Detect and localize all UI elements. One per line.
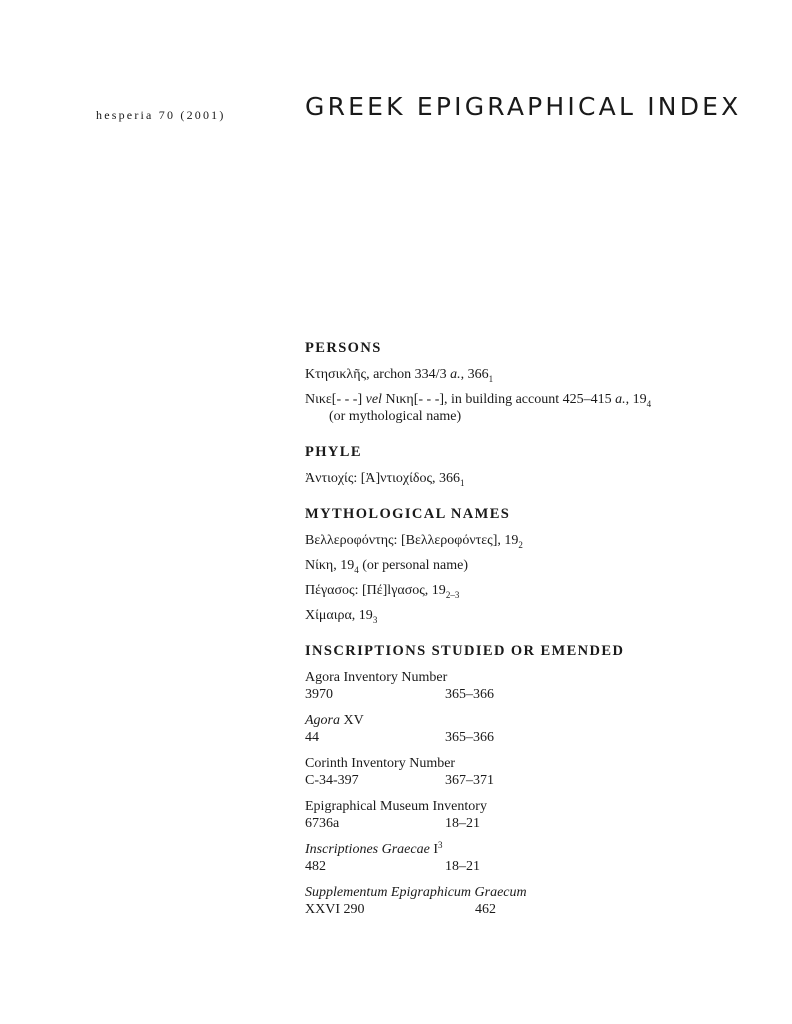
index-entry: Κτησικλῆς, archon 334/3 a., $366_1$ — [305, 367, 494, 384]
inscription-group — [305, 884, 725, 918]
inscription-group — [305, 712, 725, 746]
section-inscriptions — [305, 643, 725, 918]
page-title: GREEK EPIGRAPHICAL INDEX — [305, 92, 742, 121]
inscription-group — [305, 798, 725, 832]
inscription-source: Inscriptiones Graecae $I^3$ — [305, 840, 443, 857]
index-entry: Νίκη, $19_4$ (or personal name) — [305, 558, 468, 575]
index-entry: Βελλεροφόντης: [Βελλεροφόντες], $19_2$ — [305, 533, 523, 550]
index-entry: Χίμαιρα, $19_3$ — [305, 608, 378, 625]
inscription-source: Corinth Inventory Number — [305, 756, 456, 771]
inscription-row: 3970 365–366 — [305, 687, 494, 702]
section-heading-phyle: PHYLE — [305, 444, 362, 460]
inscription-source: Agora Inventory Number — [305, 670, 448, 685]
section-persons — [305, 340, 725, 425]
inscription-source: Supplementum Epigraphicum Graecum — [305, 885, 527, 900]
running-head: hesperia 70 (2001) — [96, 108, 226, 122]
section-phyle — [305, 444, 725, 487]
section-heading-persons: PERSONS — [305, 340, 382, 356]
inscription-row: C-34-397 367–371 — [305, 773, 494, 788]
index-entry: Νικε[- - -] vel Νικη[- - -], in building account 425–415 a., $19_4$ (or mythological name) — [305, 392, 652, 424]
index-entry: Πέγασος: [Πέ]lγασος, $19_{2-3}$ — [305, 583, 460, 600]
inscription-group — [305, 669, 725, 703]
inscription-row: 6736a 18–21 — [305, 816, 480, 831]
section-heading-inscriptions: INSCRIPTIONS STUDIED OR EMENDED — [305, 643, 625, 659]
inscription-source: Epigraphical Museum Inventory — [305, 799, 487, 814]
inscription-group — [305, 841, 725, 875]
index-entry: Ἀντιοχίς: [Ἀ]ντιοχίδος, $366_1$ — [305, 471, 465, 488]
inscription-source: Agora XV — [305, 713, 364, 728]
section-mythological-names — [305, 506, 725, 624]
inscription-row: 482 18–21 — [305, 859, 480, 874]
index-content — [305, 340, 725, 937]
inscription-group — [305, 755, 725, 789]
section-heading-mythological: MYTHOLOGICAL NAMES — [305, 506, 511, 522]
inscription-row: XXVI 290 462 — [305, 902, 496, 917]
inscription-row: 44 365–366 — [305, 730, 494, 745]
